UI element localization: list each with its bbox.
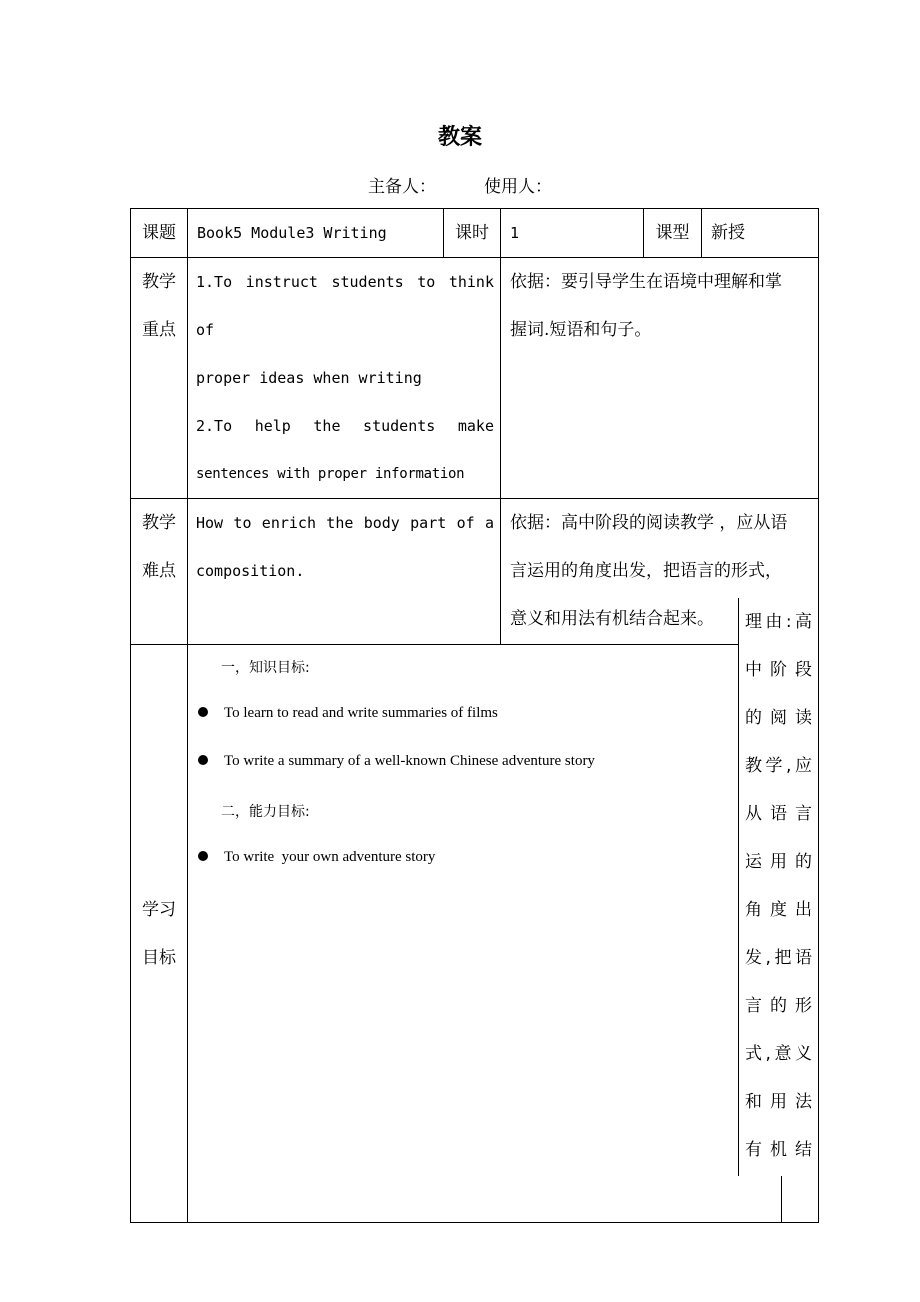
reason-text <box>739 598 818 1174</box>
topic-label: 课题 <box>131 209 188 258</box>
label-line: 教学 <box>142 272 176 292</box>
reason-line: 式,意义 <box>745 1044 812 1064</box>
topic-value: Book5 Module3 Writing <box>188 209 444 258</box>
key-points-label <box>131 258 188 499</box>
basis-line: 依据：高中阶段的阅读教学 ，应从语 <box>510 513 788 533</box>
content-line: 2.To help the students make <box>196 417 494 435</box>
knowledge-item <box>198 705 498 722</box>
reason-line: 从 语 言 <box>745 804 812 824</box>
ability-item <box>198 849 435 866</box>
reason-line: 理由:高 <box>745 612 812 632</box>
reason-line: 和 用 法 <box>745 1092 812 1112</box>
author-line <box>368 172 552 197</box>
reason-line: 的 阅 读 <box>745 708 812 728</box>
reason-line: 教学,应 <box>745 756 812 776</box>
reason-line: 发,把语 <box>745 948 812 968</box>
type-value: 新授 <box>702 209 819 258</box>
knowledge-item <box>198 753 595 770</box>
bullet-icon <box>198 707 208 717</box>
knowledge-heading: 一，知识目标: <box>221 660 310 676</box>
bullet-icon <box>198 755 208 765</box>
difficulties-row <box>131 499 819 645</box>
hours-value: 1 <box>501 209 644 258</box>
reason-line: 有 机 结 <box>745 1140 812 1160</box>
label-line: 重点 <box>142 320 176 340</box>
bullet-icon <box>198 851 208 861</box>
reason-line: 运 用 的 <box>745 852 812 872</box>
content-line: composition. <box>196 562 305 580</box>
document-title: 教案 <box>437 125 482 150</box>
basis-line: 言运用的角度出发，把语言的形式， <box>510 561 782 581</box>
label-line: 目标 <box>142 947 176 968</box>
ability-heading: 二，能力目标: <box>221 804 310 820</box>
item-text: To learn to read and write summaries of films <box>224 705 498 721</box>
hours-label: 课时 <box>444 209 501 258</box>
objectives-label <box>131 645 188 1223</box>
label-line: 教学 <box>142 513 176 533</box>
label-line: 难点 <box>142 561 176 581</box>
key-points-basis <box>501 258 819 499</box>
content-line: 1.To instruct students to think of <box>196 273 494 339</box>
content-line: How to enrich the body part of a <box>196 514 494 532</box>
objectives-row <box>131 645 819 1223</box>
item-text: To write your own adventure story <box>224 849 436 865</box>
reason-line: 言 的 形 <box>745 996 812 1016</box>
topic-row <box>131 209 819 258</box>
preparer-label: 主备人： <box>368 177 436 197</box>
reason-line: 角 度 出 <box>745 900 812 920</box>
lesson-plan-table <box>130 208 819 1223</box>
content-line: sentences with proper information <box>196 466 465 482</box>
objectives-content <box>188 645 782 1223</box>
basis-line: 握词.短语和句子。 <box>510 320 652 340</box>
type-label: 课型 <box>644 209 702 258</box>
difficulties-label <box>131 499 188 645</box>
basis-line: 依据：要引导学生在语境中理解和掌 <box>510 272 782 292</box>
key-points-row <box>131 258 819 499</box>
basis-line: 意义和用法有机结合起来。 <box>510 609 714 629</box>
item-text: To write a summary of a well-known Chinese adventure story <box>224 753 595 769</box>
reason-line: 中 阶 段 <box>745 660 812 680</box>
reason-column <box>738 598 818 1176</box>
label-line: 学习 <box>142 899 176 920</box>
user-label: 使用人： <box>484 177 552 197</box>
content-line: proper ideas when writing <box>196 369 422 387</box>
difficulties-content <box>188 499 501 645</box>
key-points-content <box>188 258 501 499</box>
